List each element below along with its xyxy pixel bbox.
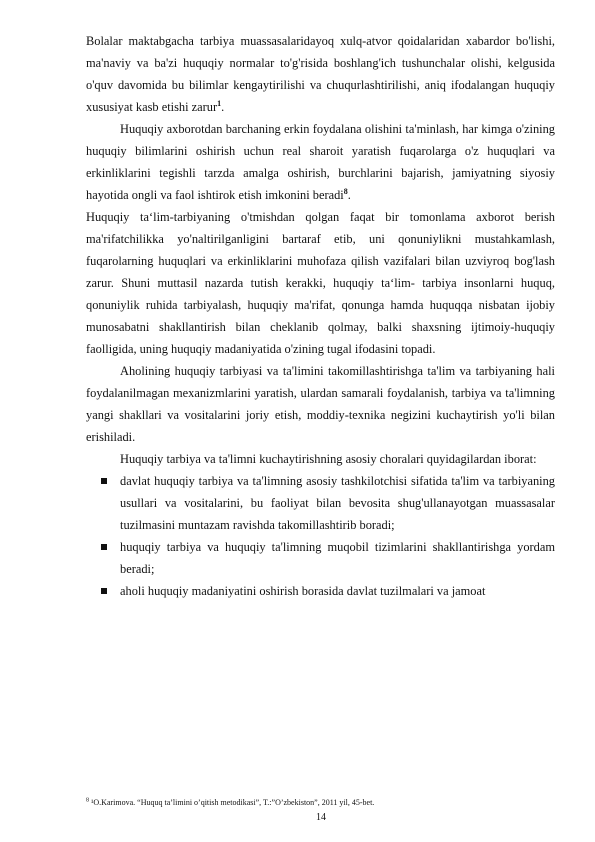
square-bullet-icon: [101, 544, 107, 550]
footnote-text: ¹O.Karimova. “Huquq ta’limini o’qitish metodikasi”, T.:”O’zbekiston”, 2011 yil, 45-bet.: [89, 798, 375, 807]
bullet-list: [86, 470, 555, 602]
page-number: 14: [316, 812, 326, 823]
square-bullet-icon: [101, 588, 107, 594]
paragraph-5: Huquqiy tarbiya va ta'limni kuchaytirishning asosiy choralari quyidagilardan iborat:: [120, 452, 537, 466]
paragraph-1: [86, 30, 555, 118]
paragraph-1-end: .: [221, 100, 225, 114]
footnote-reference-1: 1: [217, 98, 222, 108]
bullet-text: huquqiy tarbiya va huquqiy ta'limning muqobil tizimlarini shakllantirishga yordam beradi;: [120, 540, 555, 576]
paragraph-4: Aholining huquqiy tarbiyasi va ta'limini takomillashtirishga ta'lim va tarbiyaning hali foydalanilmagan mexanizmlarini yaratish, ulardan samarali foydalanish, tarbiya va ta'limning yangi shakllari va vositalarini joriy etish, moddiy-texnika negizini kuchaytirish yo'li bilan erishiladi.: [86, 364, 555, 444]
paragraph-2: [86, 118, 555, 206]
bullet-text: aholi huquqiy madaniyatini oshirish borasida davlat tuzilmalari va jamoat: [120, 584, 486, 598]
paragraph-1-text: Bolalar maktabgacha tarbiya muassasalaridayoq xulq-atvor qoidalaridan xabardor bo'lishi, ma'naviy va ba'zi huquqiy normalar to'g'risida boshlang'ich tushunchalar olishi, kelgusida o'quv davomida bu bilimlar kengaytirilishi va chuqurlashtirilishi, aniq ifodalangan huquqiy xususiyat kasb etishi zarur: [86, 34, 555, 114]
bullet-item: [86, 580, 555, 602]
bullet-item: [86, 470, 555, 536]
footnote-reference-8: 8: [343, 186, 348, 196]
footnote: [86, 798, 555, 808]
footnote-mark: 8: [86, 797, 89, 804]
paragraph-2-text: Huquqiy axborotdan barchaning erkin foydalana olishini ta'minlash, har kimga o'zining huquqiy bilimlarini oshirish uchun real sharoit yaratish fuqarolarga o'z huquqlari va erkinliklarini tegishli tarzda amalga oshirish, burchlarini bajarish, jamiyatning siyosiy hayotida ongli va faol ishtirok etish imkonini beradi: [86, 122, 555, 202]
body-text: [86, 30, 555, 602]
bullet-item: [86, 536, 555, 580]
bullet-text: davlat huquqiy tarbiya va ta'limning asosiy tashkilotchisi sifatida ta'lim va tarbiyaning usullari va vositalarini, bu faoliyat bilan bevosita shug'ullanayotgan muassasalar tuzilmasini muntazam ravishda takomillashtirib boradi;: [120, 474, 555, 532]
paragraph-2-end: .: [347, 188, 351, 202]
square-bullet-icon: [101, 478, 107, 484]
paragraph-3: Huquqiy ta‘lim-tarbiyaning o'tmishdan qolgan faqat bir tomonlama axborot berish ma'rifatchilikka yo'naltirilganligini bartaraf etib, uni qonuniylikni mustahkamlash, fuqarolarning huquqlari va erkinliklarini muhofaza qilish vazifalari bilan uzviyroq bog'lash zarur. Shuni muttasil nazarda tutish kerakki, huquqiy ta‘lim- tarbiya insonlarni huquq, qonuniylik ruhida tarbiyalash, huquqiy ma'rifat, qonunga hamda huquqqa nisbatan ijobiy munosabatni shakllantirish bilan cheklanib qolmay, balki shaxsning ijtimoiy-huquqiy faolligida, uning huquqiy madaniyatida o'zining tugal ifodasini topadi.: [86, 210, 555, 356]
